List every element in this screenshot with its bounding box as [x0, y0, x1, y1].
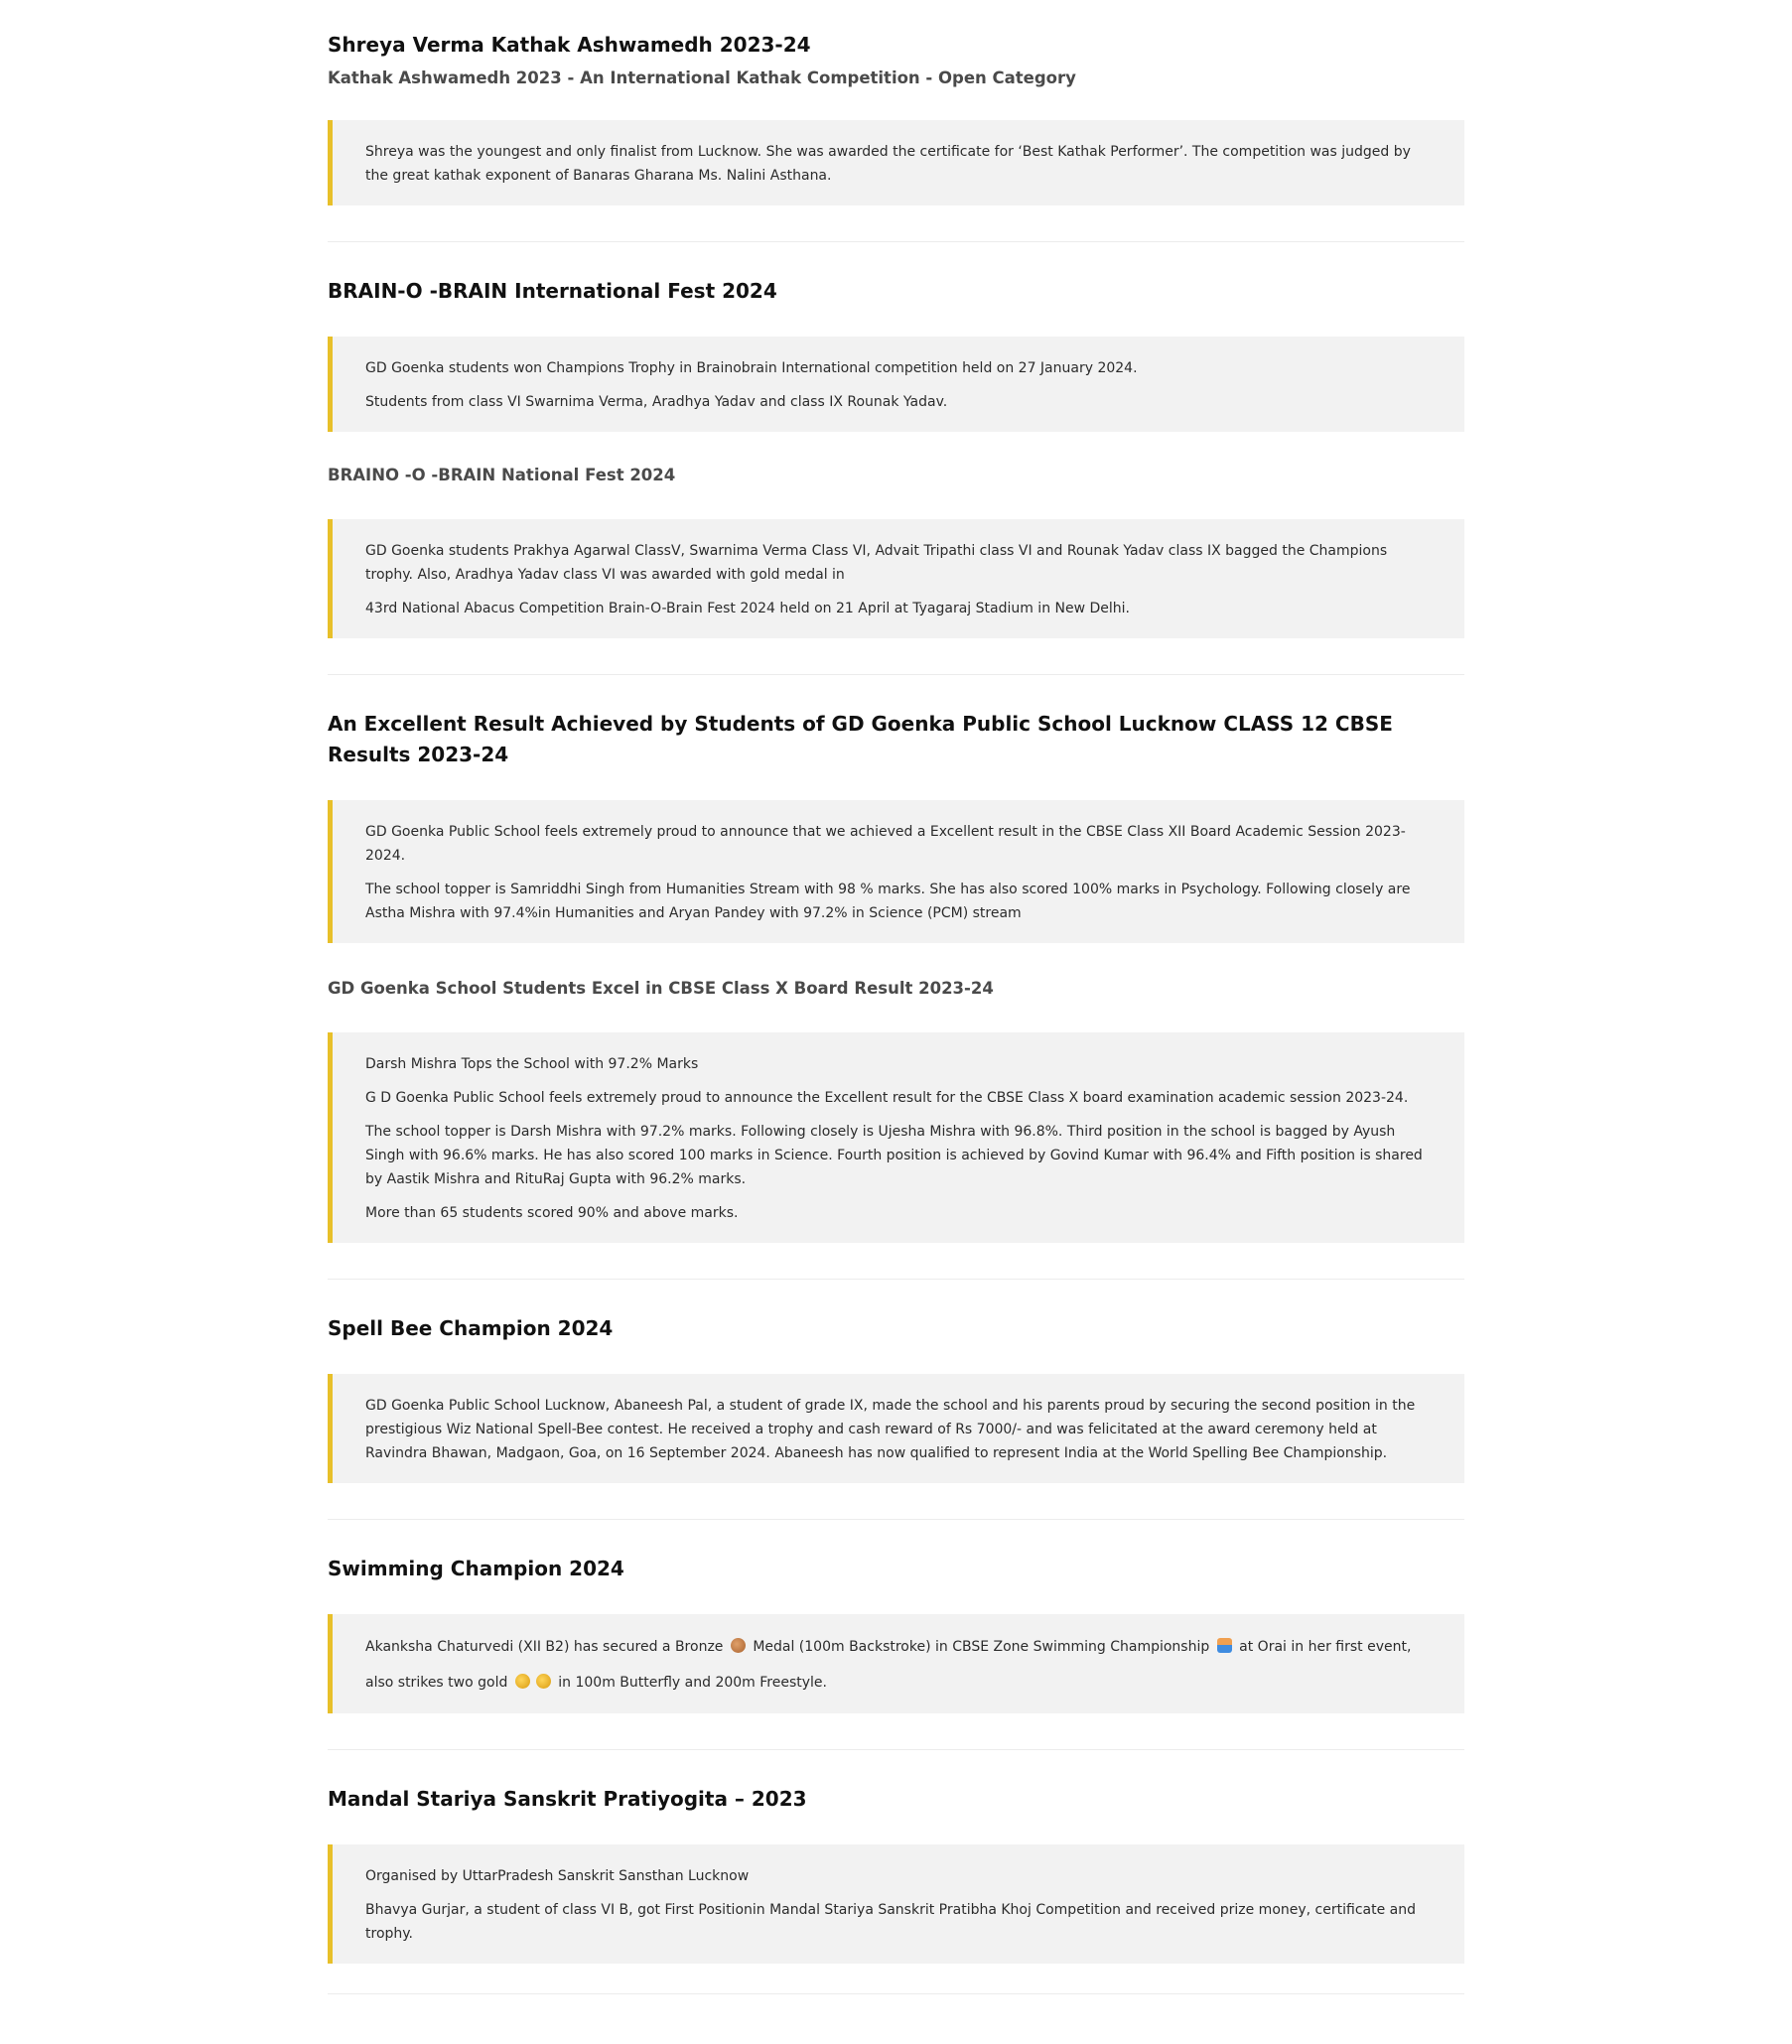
achievement-description	[328, 800, 1464, 943]
achievement-description	[328, 1032, 1464, 1243]
description-paragraph	[365, 1670, 1433, 1696]
description-paragraph: GD Goenka Public School Lucknow, Abaneesh Pal, a student of grade IX, made the school and his parents proud by securing the second position in the prestigious Wiz National Spell-Bee contest. He received a trophy and cash reward of Rs 7000/- and was felicitated at the award ceremony held at Ravindra Bhawan, Madgaon, Goa, on 16 September 2024. Abaneesh has now qualified to represent India at the World Spelling Bee Championship.	[365, 1398, 1416, 1461]
swim-text-part: Medal (100m Backstroke) in CBSE Zone Swimming Championship	[753, 1639, 1210, 1655]
achievement-section-kathak	[328, 30, 1464, 242]
description-paragraph: Shreya was the youngest and only finalist from Lucknow. She was awarded the certificate for ‘Best Kathak Performer’. The competition was judged by the great kathak exponent of Banaras Gharana Ms. Nalini Asthana.	[365, 144, 1411, 184]
achievement-section-brain-o-brain	[328, 276, 1464, 675]
gold-medal-icon	[536, 1674, 551, 1689]
section-subtitle: GD Goenka School Students Excel in CBSE Class X Board Result 2023-24	[328, 979, 994, 998]
swim-text-part: Akanksha Chaturvedi (XII B2) has secured a Bronze	[365, 1639, 724, 1655]
swim-text-part: also strikes two gold	[365, 1675, 508, 1691]
achievement-description	[328, 1614, 1464, 1713]
section-subtitle: Kathak Ashwamedh 2023 - An International Kathak Competition - Open Category	[328, 68, 1076, 87]
achievement-description	[328, 1374, 1464, 1483]
achievement-section-swimming	[328, 1554, 1464, 1750]
achievements-list	[328, 0, 1464, 1994]
description-paragraph: G D Goenka Public School feels extremely proud to announce the Excellent result for the CBSE Class X board examination academic session 2023-24.	[365, 1090, 1409, 1106]
section-subtitle: BRAINO -O -BRAIN National Fest 2024	[328, 466, 676, 484]
achievement-description	[328, 519, 1464, 638]
description-paragraph: Organised by UttarPradesh Sanskrit Sansthan Lucknow	[365, 1868, 750, 1884]
description-paragraph: Darsh Mishra Tops the School with 97.2% Marks	[365, 1056, 699, 1072]
section-title: BRAIN-O -BRAIN International Fest 2024	[328, 279, 777, 303]
achievement-description	[328, 120, 1464, 205]
description-paragraph: More than 65 students scored 90% and above marks.	[365, 1205, 739, 1221]
achievement-section-cbse-results	[328, 709, 1464, 1280]
description-paragraph: The school topper is Darsh Mishra with 97.2% marks. Following closely is Ujesha Mishra with 96.8%. Third position in the school is bagged by Ayush Singh with 96.6% marks. He has also scored 100 marks in Science. Fourth position is achieved by Govind Kumar with 96.4% and Fifth position is shared by Aastik Mishra and RituRaj Gupta with 96.2% marks.	[365, 1124, 1423, 1187]
swim-text-part: at Orai in her first event,	[1239, 1639, 1412, 1655]
achievement-section-spell-bee	[328, 1313, 1464, 1520]
achievement-description	[328, 337, 1464, 432]
description-paragraph: GD Goenka students won Champions Trophy in Brainobrain International competition held on 27 January 2024.	[365, 360, 1138, 376]
swim-text-part: in 100m Butterfly and 200m Freestyle.	[558, 1675, 827, 1691]
description-paragraph: GD Goenka Public School feels extremely proud to announce that we achieved a Excellent result in the CBSE Class XII Board Academic Session 2023-2024.	[365, 824, 1406, 864]
bronze-medal-icon	[731, 1638, 746, 1653]
achievement-section-sanskrit	[328, 1784, 1464, 1994]
achievement-description	[328, 1844, 1464, 1964]
description-paragraph: Bhavya Gurjar, a student of class VI B, got First Positionin Mandal Stariya Sanskrit Pratibha Khoj Competition and received prize money, certificate and trophy.	[365, 1902, 1416, 1942]
section-title: Mandal Stariya Sanskrit Pratiyogita – 2023	[328, 1787, 807, 1811]
section-title: Swimming Champion 2024	[328, 1557, 624, 1580]
description-paragraph: GD Goenka students Prakhya Agarwal ClassV, Swarnima Verma Class VI, Advait Tripathi class VI and Rounak Yadav class IX bagged the Champions trophy. Also, Aradhya Yadav class VI was awarded with gold medal in	[365, 543, 1388, 583]
section-title: Shreya Verma Kathak Ashwamedh 2023-24	[328, 33, 811, 57]
description-paragraph: The school topper is Samriddhi Singh from Humanities Stream with 98 % marks. She has also scored 100% marks in Psychology. Following closely are Astha Mishra with 97.4%in Humanities and Aryan Pandey with 97.2% in Science (PCM) stream	[365, 882, 1411, 921]
gold-medal-icon	[515, 1674, 530, 1689]
swimmer-icon	[1217, 1638, 1232, 1653]
section-title: An Excellent Result Achieved by Students of GD Goenka Public School Lucknow CLASS 12 CBSE Results 2023-24	[328, 712, 1393, 766]
description-paragraph: 43rd National Abacus Competition Brain-O-Brain Fest 2024 held on 21 April at Tyagaraj Stadium in New Delhi.	[365, 601, 1130, 616]
description-paragraph	[365, 1634, 1433, 1660]
description-paragraph: Students from class VI Swarnima Verma, Aradhya Yadav and class IX Rounak Yadav.	[365, 394, 948, 410]
section-title: Spell Bee Champion 2024	[328, 1316, 614, 1340]
